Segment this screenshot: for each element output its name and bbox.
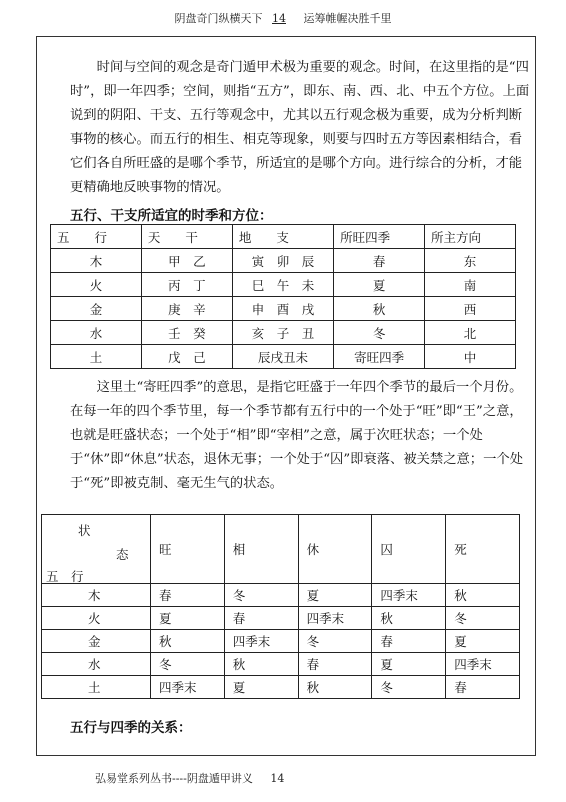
wuxing-state-table — [41, 514, 520, 699]
corner-label-top: 状 — [78, 523, 91, 538]
table-cell: 南 — [425, 273, 516, 297]
intro-paragraph: 时间与空间的观念是奇门遁甲术极为重要的观念。时间，在这里指的是“四时”，即一年四季；空间，则指“五方”，即东、南、西、北、中五个方位。上面说到的阴阳、干支、五行等观念中，尤其以五行观念极为重要，成为分析判断事物的核心。而五行的相生、相克等现象，则要与四时五方等因素相结合，看它们各自所旺盛的是哪个季节，所适宜的是哪个方向。进行综合的分析，才能更精确地反映事物的情况。 — [70, 60, 530, 195]
table-row — [51, 297, 516, 321]
table-cell: 春 — [372, 630, 446, 653]
table-cell: 秋 — [298, 676, 372, 699]
table-cell: 庚 辛 — [141, 297, 232, 321]
table-cell: 土 — [51, 345, 142, 369]
table-cell: 四季末 — [446, 653, 520, 676]
table-cell: 水 — [42, 653, 151, 676]
table-cell: 中 — [425, 345, 516, 369]
heading-wuxing-ganzhi: 五行、干支所适宜的时季和方位： — [70, 208, 273, 224]
table-cell: 秋 — [446, 584, 520, 607]
table-cell: 北 — [425, 321, 516, 345]
table-cell: 寄旺四季 — [334, 345, 425, 369]
table-row — [42, 607, 520, 630]
table-cell: 夏 — [446, 630, 520, 653]
table-cell: 申 酉 戌 — [232, 297, 333, 321]
table-cell: 春 — [151, 584, 225, 607]
table-row — [51, 321, 516, 345]
table-row — [42, 653, 520, 676]
table-header-cell: 休 — [298, 515, 372, 584]
table-header-row — [51, 225, 516, 249]
table-cell: 亥 子 丑 — [232, 321, 333, 345]
table-cell: 春 — [446, 676, 520, 699]
table-header-cell: 死 — [446, 515, 520, 584]
header-right-title: 运筹帷幄决胜千里 — [303, 12, 392, 25]
table-cell: 夏 — [151, 607, 225, 630]
table-cell: 冬 — [298, 630, 372, 653]
table-cell: 秋 — [151, 630, 225, 653]
table-cell: 春 — [298, 653, 372, 676]
table-cell: 冬 — [224, 584, 298, 607]
table-cell: 寅 卯 辰 — [232, 249, 333, 273]
table-cell: 火 — [51, 273, 142, 297]
page-header — [0, 10, 566, 26]
table-cell: 冬 — [372, 676, 446, 699]
table-cell: 土 — [42, 676, 151, 699]
table-cell: 夏 — [224, 676, 298, 699]
table-cell: 冬 — [151, 653, 225, 676]
corner-label-bottom: 五 行 — [46, 569, 84, 584]
header-left-title: 阴盘奇门纵横天下 — [174, 12, 263, 25]
table-cell: 夏 — [334, 273, 425, 297]
table-cell: 火 — [42, 607, 151, 630]
table-header-cell: 囚 — [372, 515, 446, 584]
heading-wuxing-seasons: 五行与四季的关系： — [70, 720, 192, 736]
table-row — [51, 273, 516, 297]
table-row — [42, 676, 520, 699]
table-cell: 甲 乙 — [141, 249, 232, 273]
table-cell: 冬 — [334, 321, 425, 345]
footer-series-title: 弘易堂系列丛书----阴盘遁甲讲义 — [95, 772, 253, 785]
table-cell: 夏 — [372, 653, 446, 676]
table-header-cell: 天 干 — [141, 225, 232, 249]
explanation-paragraph: 这里土“寄旺四季”的意思，是指它旺盛于一年四个季节的最后一个月份。在每一年的四个季节里，每一个季节都有五行中的一个处于“旺”即“王”之意，也就是旺盛状态；一个处于“相”即“宰相”之意，属于次旺状态；一个处于“休”即“休息”状态，退休无事；一个处于“囚”即衰落、被关禁之意；一个处于“死”即被克制、毫无生气的状态。 — [70, 380, 523, 491]
table-row — [51, 345, 516, 369]
wuxing-ganzhi-table — [50, 224, 516, 369]
table-row — [51, 249, 516, 273]
table-row — [42, 584, 520, 607]
table-header-cell: 五 行 — [51, 225, 142, 249]
table-cell: 夏 — [298, 584, 372, 607]
table-cell: 壬 癸 — [141, 321, 232, 345]
table-header-cell: 所主方向 — [425, 225, 516, 249]
table-cell: 四季末 — [298, 607, 372, 630]
table-cell: 春 — [224, 607, 298, 630]
table-cell: 秋 — [334, 297, 425, 321]
table-cell: 金 — [51, 297, 142, 321]
table-header-cell: 旺 — [151, 515, 225, 584]
table-header-cell: 地 支 — [232, 225, 333, 249]
table-cell: 四季末 — [224, 630, 298, 653]
table-cell: 四季末 — [151, 676, 225, 699]
table-cell: 东 — [425, 249, 516, 273]
table-cell: 巳 午 未 — [232, 273, 333, 297]
table-header-row — [42, 515, 520, 584]
table-cell: 丙 丁 — [141, 273, 232, 297]
table-cell: 水 — [51, 321, 142, 345]
page-footer — [95, 770, 284, 786]
header-page-number: 14 — [272, 12, 286, 25]
table-cell: 金 — [42, 630, 151, 653]
corner-label-mid: 态 — [116, 547, 129, 562]
table-cell: 戊 己 — [141, 345, 232, 369]
table-cell: 秋 — [372, 607, 446, 630]
table-cell: 辰戌丑未 — [232, 345, 333, 369]
table-cell: 四季末 — [372, 584, 446, 607]
table-corner-cell — [42, 515, 151, 584]
table-cell: 木 — [51, 249, 142, 273]
table-row — [42, 630, 520, 653]
table-cell: 冬 — [446, 607, 520, 630]
table-cell: 春 — [334, 249, 425, 273]
table-cell: 西 — [425, 297, 516, 321]
footer-page-number: 14 — [270, 772, 285, 785]
table-cell: 木 — [42, 584, 151, 607]
table-cell: 秋 — [224, 653, 298, 676]
table-header-cell: 相 — [224, 515, 298, 584]
table-header-cell: 所旺四季 — [334, 225, 425, 249]
